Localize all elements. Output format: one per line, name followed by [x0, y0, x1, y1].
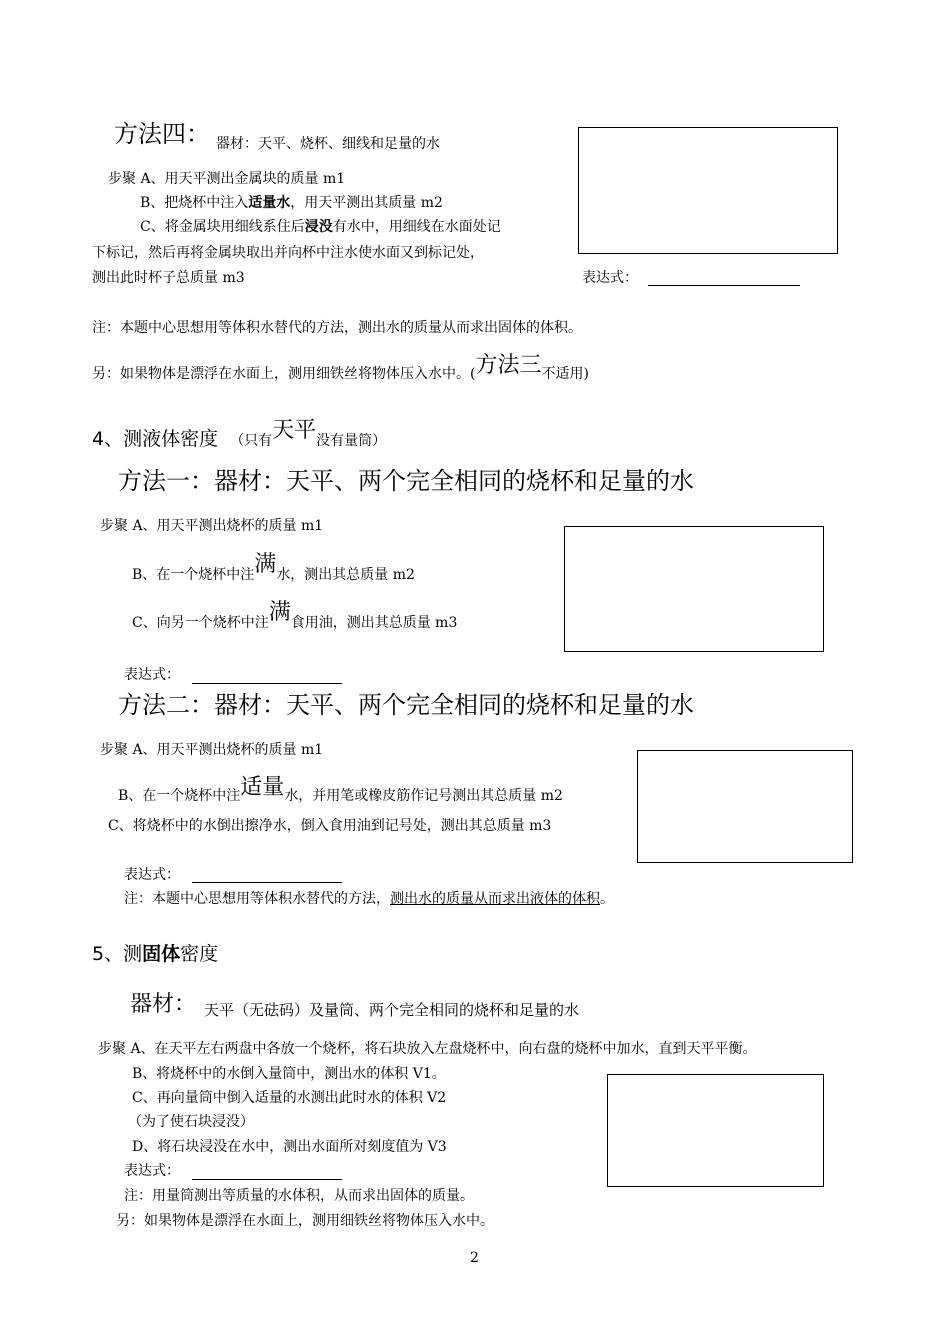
- section5-note: 注：用量筒测出等质量的水体积，从而求出固体的质量。: [124, 1188, 474, 1204]
- method4-step-b: B、把烧杯中注入适量水，用天平测出其质量 m2: [140, 195, 443, 211]
- section4-method2-note: 注：本题中心思想用等体积水替代的方法，测出水的质量从而求出液体的体积。: [124, 891, 614, 907]
- method4-also: 另：如果物体是漂浮在水面上，测用细铁丝将物体压入水中。(方法三不适用): [92, 353, 589, 382]
- answer-box-method4[interactable]: [578, 127, 838, 254]
- section5-step-b: B、将烧杯中的水倒入量筒中，测出水的体积 V1。: [132, 1066, 446, 1082]
- section4-method1-step-b: B、在一个烧杯中注满水，测出其总质量 m2: [132, 552, 415, 583]
- section5-step-c-paren: （为了使石块浸没）: [128, 1114, 254, 1130]
- section4-method2-step-c: C、将烧杯中的水倒出擦净水，倒入食用油到记号处，测出其总质量 m3: [108, 818, 552, 834]
- method4-note: 注：本题中心思想用等体积水替代的方法，测出水的质量从而求出固体的体积。: [92, 320, 582, 336]
- section4-method1-expression-blank[interactable]: [192, 683, 342, 684]
- section5-expression-label: 表达式：: [124, 1163, 180, 1179]
- section4-method1-step-c: C、向另一个烧杯中注满食用油，测出其总质量 m3: [132, 600, 458, 631]
- method4-expression-blank[interactable]: [648, 285, 800, 286]
- section4-method2-expression-label: 表达式：: [124, 867, 180, 883]
- answer-box-section5[interactable]: [607, 1074, 824, 1187]
- section4-heading: 4、测液体密度 （只有天平没有量筒）: [92, 418, 387, 450]
- section5-step-d: D、将石块浸没在水中，测出水面所对刻度值为 V3: [132, 1139, 447, 1155]
- section4-method1-title: 方法一：器材：天平、两个完全相同的烧杯和足量的水: [118, 467, 694, 495]
- section4-method2-expression-blank[interactable]: [192, 882, 342, 883]
- answer-box-section4-method2[interactable]: [637, 750, 853, 863]
- method4-step-c-line3: 测出此时杯子总质量 m3: [92, 270, 245, 286]
- method4-step-a: 步聚 A、用天平测出金属块的质量 m1: [108, 171, 346, 187]
- section5-heading: 5、测固体密度: [92, 943, 219, 965]
- method4-title: 方法四：: [114, 120, 210, 148]
- method4-step-c-line2: 下标记，然后再将金属块取出并向杯中注水使水面又到标记处，: [92, 245, 484, 261]
- section5-step-a: 步聚 A、在天平左右两盘中各放一个烧杯，将石块放入左盘烧杯中，向右盘的烧杯中加水，直到天平平衡。: [98, 1041, 757, 1057]
- section4-method1-expression-label: 表达式：: [124, 667, 180, 683]
- method4-step-c: C、将金属块用细线系住后浸没有水中，用细线在水面处记: [140, 219, 501, 235]
- section4-method2-step-b: B、在一个烧杯中注适量水，并用笔或橡皮筋作记号测出其总质量 m2: [118, 775, 563, 804]
- section4-method1-step-a: 步聚 A、用天平测出烧杯的质量 m1: [100, 518, 324, 534]
- method4-equipment: 器材：天平、烧杯、细线和足量的水: [216, 136, 440, 152]
- section5-expression-blank[interactable]: [192, 1179, 342, 1180]
- section4-method2-step-a: 步聚 A、用天平测出烧杯的质量 m1: [100, 742, 324, 758]
- section4-method2-title: 方法二：器材：天平、两个完全相同的烧杯和足量的水: [118, 691, 694, 719]
- page-number: 2: [470, 1250, 479, 1266]
- section5-step-c: C、再向量筒中倒入适量的水测出此时水的体积 V2: [132, 1090, 447, 1106]
- method4-expression-label: 表达式：: [582, 270, 638, 286]
- section5-also: 另：如果物体是漂浮在水面上，测用细铁丝将物体压入水中。: [116, 1213, 494, 1229]
- answer-box-section4-method1[interactable]: [564, 526, 824, 652]
- section5-equipment: 器材： 天平（无砝码）及量筒、两个完全相同的烧杯和足量的水: [130, 992, 580, 1019]
